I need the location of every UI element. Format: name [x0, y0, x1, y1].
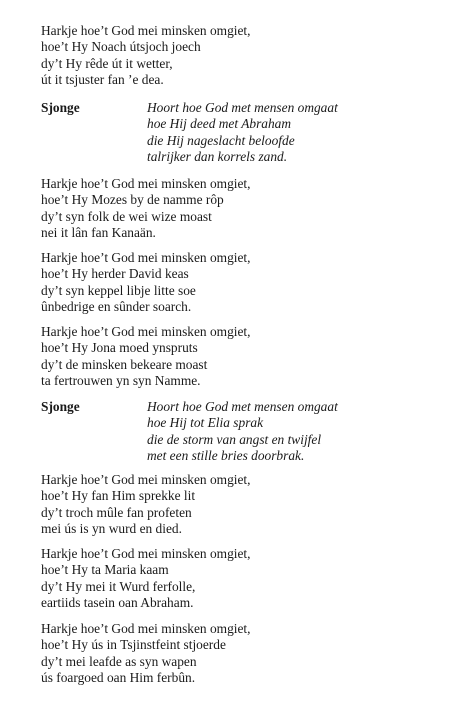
refrain-text — [147, 399, 338, 464]
stanza — [41, 546, 421, 611]
stanza-line: út it tsjuster fan ’e dea. — [41, 71, 164, 87]
refrain-line: Hoort hoe God met mensen omgaat — [147, 399, 338, 414]
refrain-line: die de storm van angst en twijfel — [147, 431, 322, 447]
stanza-line: hoe’t Hy herder David keas — [41, 266, 189, 282]
stanza-line: Harkje hoe’t God mei minsken omgiet, — [41, 176, 251, 191]
stanza-line: hoe’t Hy fan Him sprekke lit — [41, 488, 196, 504]
stanza-line: hoe’t Hy Mozes by de namme rôp — [41, 192, 224, 208]
stanza — [41, 324, 421, 389]
refrain-label: Sjonge — [41, 399, 80, 414]
stanza-line: hoe’t Hy Noach útsjoch joech — [41, 39, 201, 55]
stanza — [41, 23, 421, 88]
stanza-line: mei ús is yn wurd en died. — [41, 520, 182, 536]
stanza-line: Harkje hoe’t God mei minsken omgiet, — [41, 250, 251, 265]
stanza-line: ús foargoed oan Him ferbûn. — [41, 669, 196, 685]
stanza-line: dy’t syn folk de wei wize moast — [41, 208, 212, 224]
stanza-line: ûnbedrige en sûnder soarch. — [41, 298, 192, 314]
stanza — [41, 176, 421, 241]
stanza-line: nei it lân fan Kanaän. — [41, 224, 156, 240]
stanza-line: dy’t Hy rêde út it wetter, — [41, 55, 173, 71]
refrain-label: Sjonge — [41, 100, 80, 115]
stanza-line: Harkje hoe’t God mei minsken omgiet, — [41, 23, 251, 38]
stanza — [41, 621, 421, 686]
stanza — [41, 472, 421, 537]
stanza-line: Harkje hoe’t God mei minsken omgiet, — [41, 324, 251, 339]
refrain-line: talrijker dan korrels zand. — [147, 148, 288, 164]
stanza-line: Harkje hoe’t God mei minsken omgiet, — [41, 621, 251, 636]
stanza-line: hoe’t Hy ús in Tsjinstfeint stjoerde — [41, 637, 226, 653]
stanza — [41, 250, 421, 315]
stanza-line: ta fertrouwen yn syn Namme. — [41, 372, 201, 388]
stanza-line: Harkje hoe’t God mei minsken omgiet, — [41, 472, 251, 487]
stanza-line: dy’t syn keppel libje litte soe — [41, 282, 196, 298]
refrain-line: die Hij nageslacht beloofde — [147, 132, 295, 148]
stanza-line: dy’t mei leafde as syn wapen — [41, 653, 197, 669]
stanza-line: hoe’t Hy ta Maria kaam — [41, 562, 169, 578]
refrain-line: hoe Hij deed met Abraham — [147, 116, 292, 132]
stanza-line: hoe’t Hy Jona moed ynspruts — [41, 340, 198, 356]
stanza-line: dy’t Hy mei it Wurd ferfolle, — [41, 578, 196, 594]
stanza-line: eartiids tasein oan Abraham. — [41, 594, 194, 610]
stanza-line: dy’t troch mûle fan profeten — [41, 504, 192, 520]
refrain-line: met een stille bries doorbrak. — [147, 447, 305, 463]
refrain-line: Hoort hoe God met mensen omgaat — [147, 100, 338, 115]
refrain-text — [147, 100, 338, 165]
stanza-line: dy’t de minsken bekeare moast — [41, 356, 208, 372]
refrain-line: hoe Hij tot Elia sprak — [147, 415, 264, 431]
stanza-line: Harkje hoe’t God mei minsken omgiet, — [41, 546, 251, 561]
